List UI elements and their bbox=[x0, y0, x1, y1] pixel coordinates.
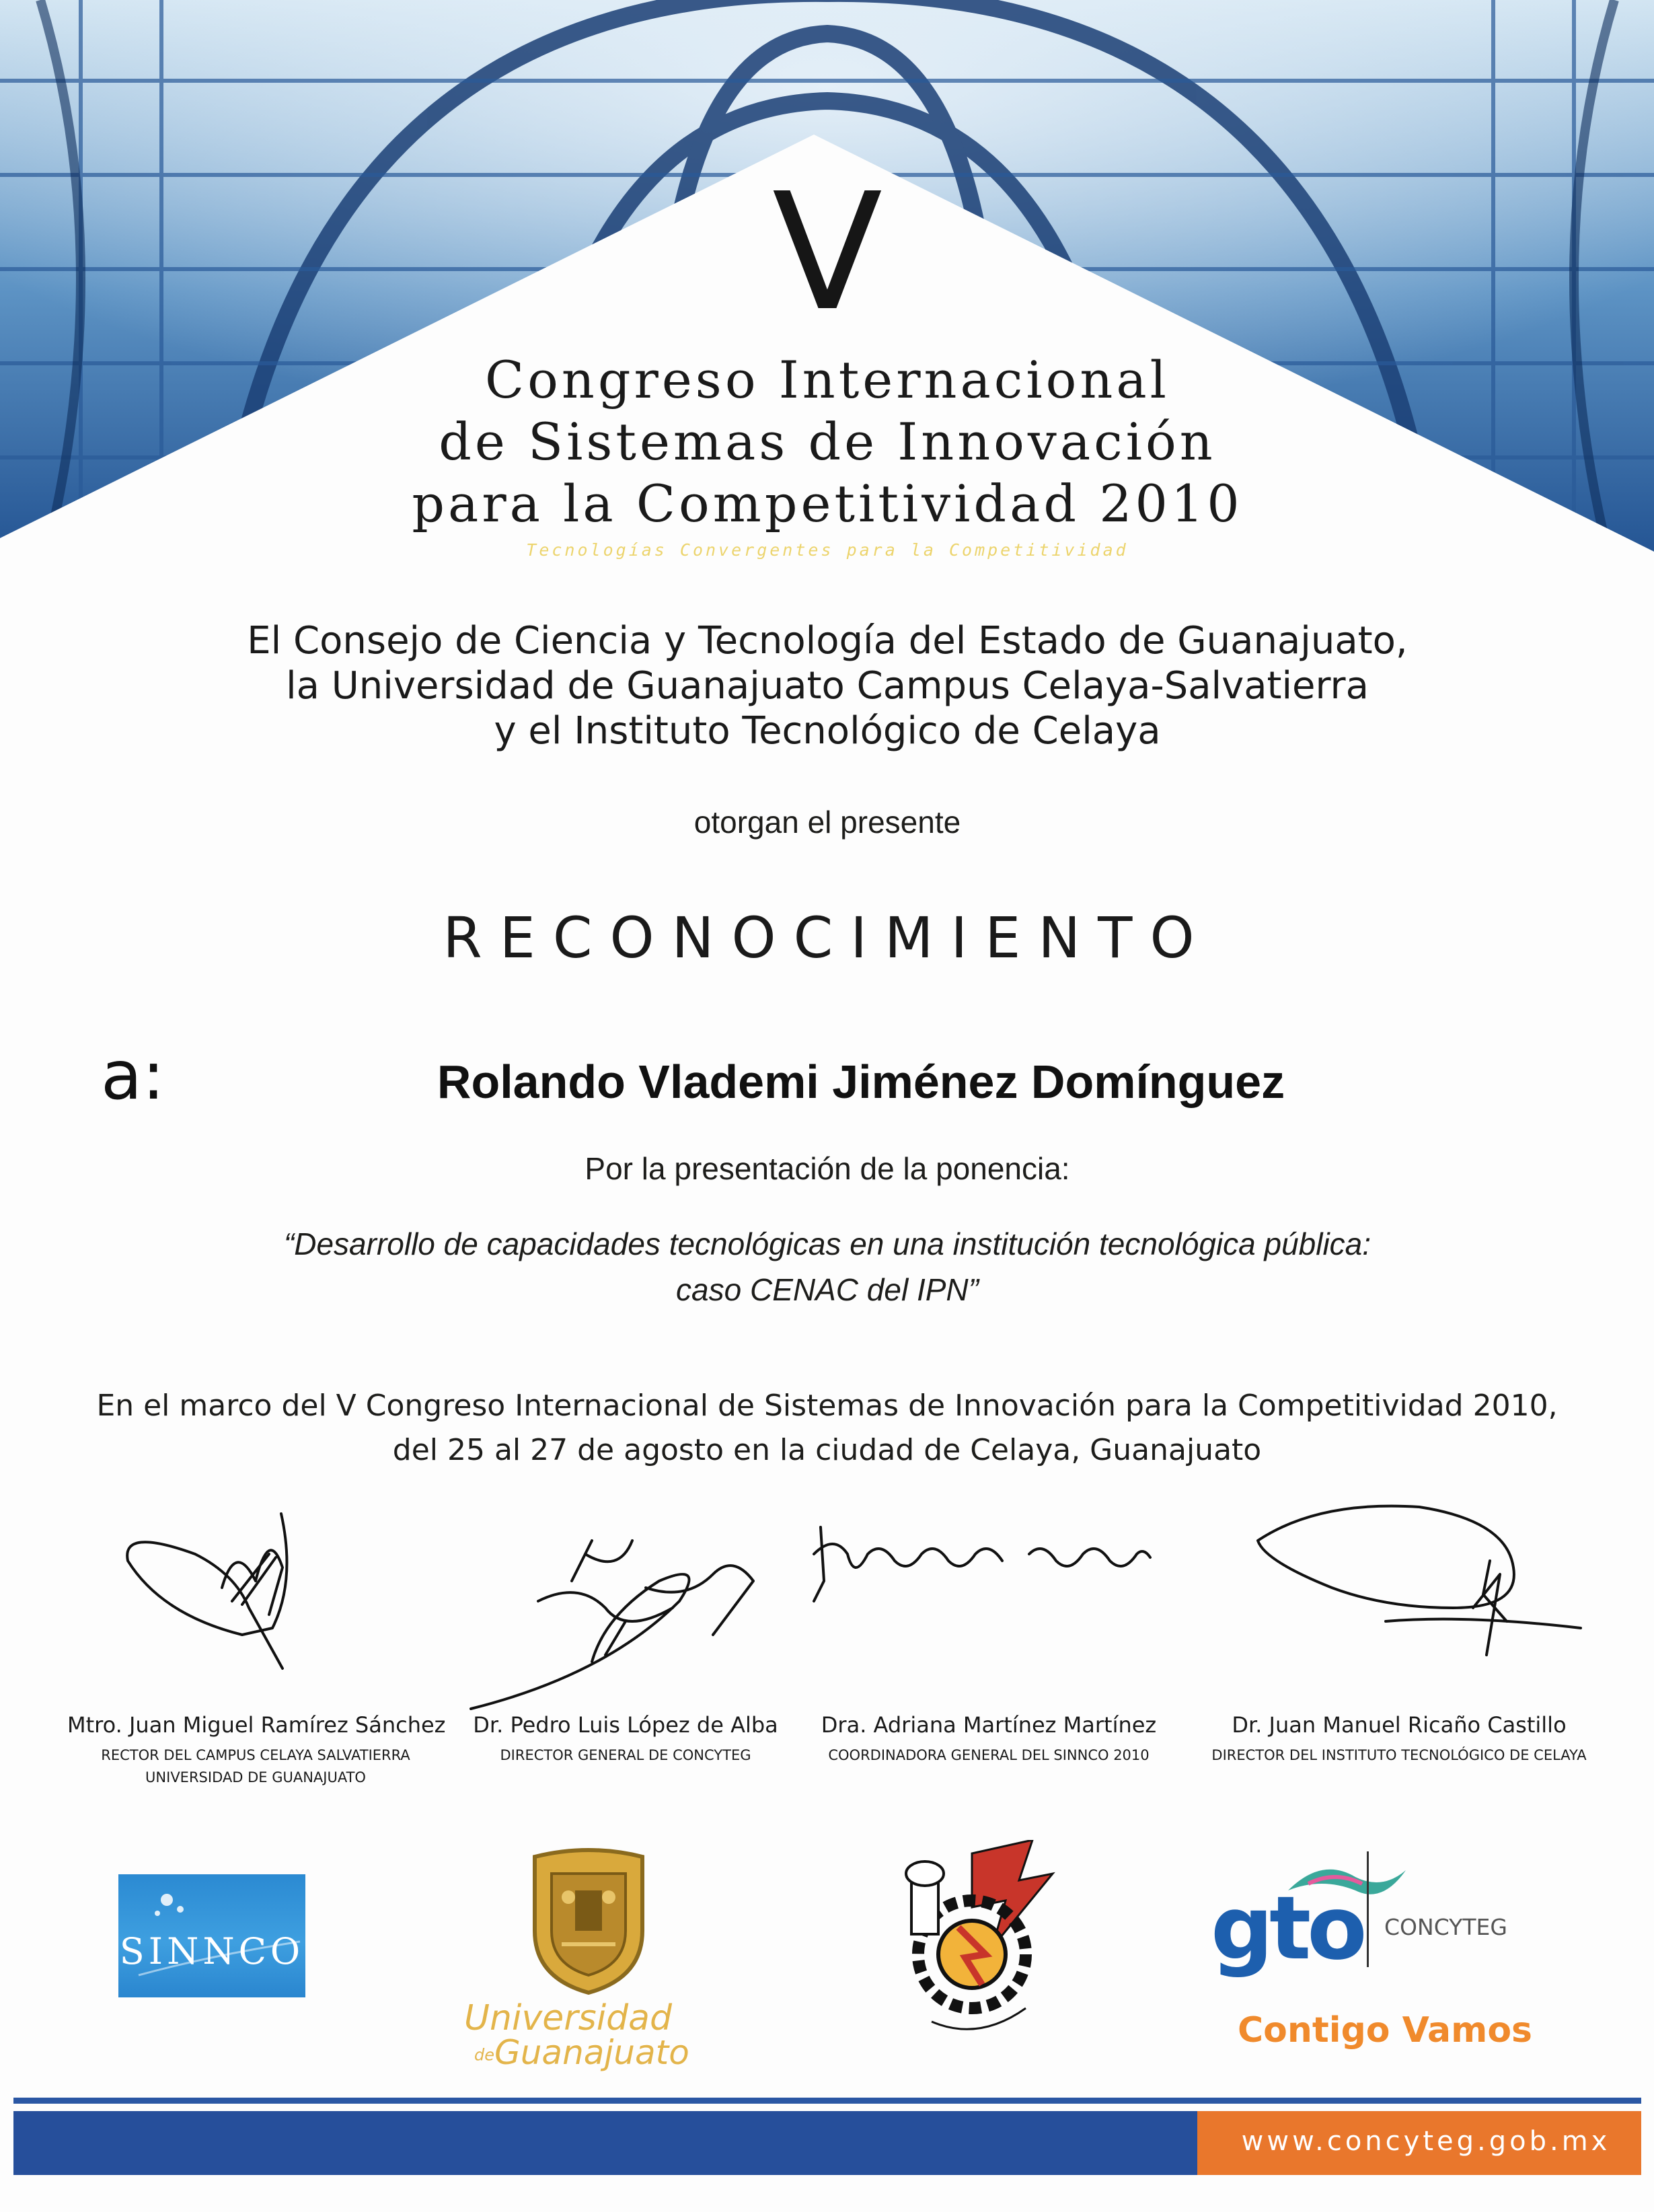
signature-2 bbox=[471, 1541, 753, 1709]
recipient-name: Rolando Vlademi Jiménez Domínguez bbox=[437, 1056, 1285, 1108]
signatory-1-name: Mtro. Juan Miguel Ramírez Sánchez bbox=[67, 1712, 446, 1738]
signatory-4 bbox=[1211, 1712, 1587, 1767]
signature-3 bbox=[814, 1527, 1150, 1601]
signature-4 bbox=[1258, 1506, 1581, 1655]
award-reason: Por la presentación de la ponencia: bbox=[585, 1151, 1070, 1186]
context-line-2: del 25 al 27 de agosto en la ciudad de Celaya, Guanajuato bbox=[392, 1433, 1262, 1467]
signatory-2 bbox=[437, 1712, 814, 1767]
signatory-4-role: DIRECTOR DEL INSTITUTO TECNOLÓGICO DE CELAYA bbox=[1211, 1747, 1587, 1763]
signatory-4-name: Dr. Juan Manuel Ricaño Castillo bbox=[1232, 1712, 1567, 1738]
issuer-line-2: la Universidad de Guanajuato Campus Celaya-Salvatierra bbox=[286, 664, 1369, 708]
signatory-1-role-2: UNIVERSIDAD DE GUANAJUATO bbox=[145, 1769, 366, 1785]
gto-slogan: Contigo Vamos bbox=[1238, 2010, 1532, 2051]
paper-title-line-2: caso CENAC del IPN” bbox=[676, 1272, 979, 1307]
concyteg-logo-text: CONCYTEG bbox=[1384, 1914, 1507, 1940]
context-line-1: En el marco del V Congreso Internacional de Sistemas de Innovación para la Competitividad 2010, bbox=[96, 1389, 1558, 1423]
itc-emblem-icon bbox=[891, 1840, 1059, 2042]
grant-text: otorgan el presente bbox=[693, 805, 961, 840]
ug-logo-de: de bbox=[474, 2045, 494, 2065]
congress-tagline: Tecnologías Convergentes para la Competitividad bbox=[526, 540, 1129, 560]
signatory-1-role-1: RECTOR DEL CAMPUS CELAYA SALVATIERRA bbox=[101, 1747, 410, 1763]
signatory-3-role: COORDINADORA GENERAL DEL SINNCO 2010 bbox=[828, 1747, 1150, 1763]
ug-logo-line-2-text: Guanajuato bbox=[494, 2033, 689, 2072]
signatory-2-role: DIRECTOR GENERAL DE CONCYTEG bbox=[500, 1747, 751, 1763]
award-title: RECONOCIMIENTO bbox=[443, 905, 1212, 971]
ug-shield-icon bbox=[521, 1843, 656, 1995]
paper-title-line-1: “Desarrollo de capacidades tecnológicas en una institución tecnológica pública: bbox=[283, 1226, 1371, 1261]
signatory-2-name: Dr. Pedro Luis López de Alba bbox=[473, 1712, 778, 1738]
issuer-line-3: y el Instituto Tecnológico de Celaya bbox=[494, 709, 1161, 753]
gto-logo-text: gto bbox=[1211, 1877, 1363, 1979]
footer-thin-rule bbox=[13, 2098, 1641, 2104]
gto-divider bbox=[1367, 1851, 1369, 1967]
footer-url: www.concyteg.gob.mx bbox=[1241, 2126, 1611, 2157]
sinnco-logo bbox=[118, 1874, 305, 1997]
signatory-3-name: Dra. Adriana Martínez Martínez bbox=[821, 1712, 1157, 1738]
gto-bird-icon bbox=[1281, 1857, 1409, 1904]
recipient-label: a: bbox=[101, 1036, 165, 1115]
edition-numeral: V bbox=[772, 158, 883, 346]
congress-title-line-1: Congreso Internacional bbox=[485, 350, 1170, 410]
congress-title-line-2: de Sistemas de Innovación bbox=[439, 412, 1216, 472]
issuer-line-1: El Consejo de Ciencia y Tecnología del Estado de Guanajuato, bbox=[247, 619, 1408, 663]
ug-logo-line-2 bbox=[474, 2033, 689, 2072]
sinnco-logo-text: SINNCO bbox=[119, 1930, 305, 1973]
footer-blue-band bbox=[13, 2111, 1197, 2175]
signature-1 bbox=[127, 1514, 287, 1668]
signatory-1 bbox=[67, 1712, 444, 1789]
signatory-3 bbox=[800, 1712, 1177, 1767]
congress-title-line-3: para la Competitividad 2010 bbox=[412, 474, 1243, 533]
ug-logo-line-1: Universidad bbox=[464, 1998, 673, 2038]
